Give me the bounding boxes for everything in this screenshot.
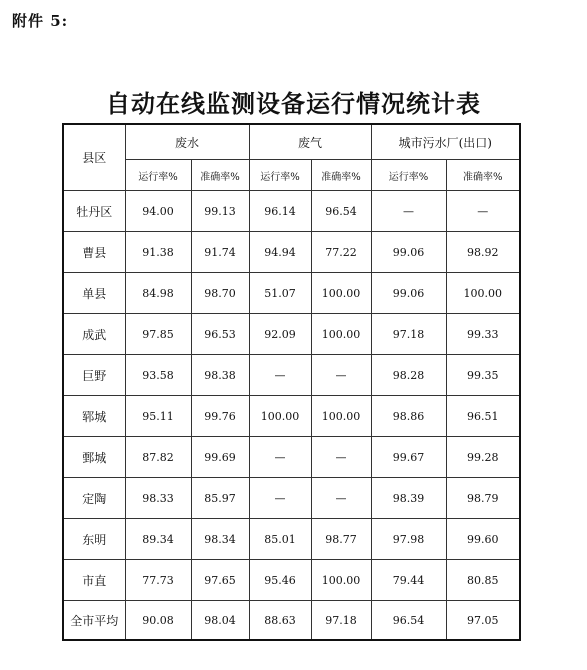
value-cell: 95.11 xyxy=(125,396,191,437)
value-cell: 98.86 xyxy=(371,396,446,437)
value-cell: 80.85 xyxy=(446,560,520,601)
value-cell: 90.08 xyxy=(125,601,191,641)
table-row xyxy=(63,314,520,355)
value-cell: 99.67 xyxy=(371,437,446,478)
table-row xyxy=(63,232,520,273)
value-cell: — xyxy=(249,478,311,519)
value-cell: 97.65 xyxy=(191,560,249,601)
value-cell: 77.22 xyxy=(311,232,371,273)
value-cell: 98.70 xyxy=(191,273,249,314)
value-cell: — xyxy=(249,355,311,396)
value-cell: 98.92 xyxy=(446,232,520,273)
value-cell: 97.18 xyxy=(371,314,446,355)
value-cell: 99.60 xyxy=(446,519,520,560)
sub-header-operation-rate: 运行率% xyxy=(371,160,446,191)
table-row xyxy=(63,437,520,478)
value-cell: 96.54 xyxy=(371,601,446,641)
value-cell: 87.82 xyxy=(125,437,191,478)
value-cell: 99.13 xyxy=(191,191,249,232)
page-title: 自动在线监测设备运行情况统计表 xyxy=(106,89,481,118)
value-cell: 98.79 xyxy=(446,478,520,519)
value-cell: 84.98 xyxy=(125,273,191,314)
value-cell: 98.28 xyxy=(371,355,446,396)
county-cell: 巨野 xyxy=(63,355,125,396)
statistics-table xyxy=(62,123,521,641)
value-cell: 97.05 xyxy=(446,601,520,641)
value-cell: 97.98 xyxy=(371,519,446,560)
group-header-wastewater: 废水 xyxy=(125,124,249,160)
value-cell: 99.28 xyxy=(446,437,520,478)
county-cell: 全市平均 xyxy=(63,601,125,641)
county-cell: 单县 xyxy=(63,273,125,314)
value-cell: 99.76 xyxy=(191,396,249,437)
value-cell: 98.33 xyxy=(125,478,191,519)
county-cell: 定陶 xyxy=(63,478,125,519)
value-cell: 88.63 xyxy=(249,601,311,641)
table-row xyxy=(63,560,520,601)
value-cell: 77.73 xyxy=(125,560,191,601)
value-cell: 91.74 xyxy=(191,232,249,273)
table-row xyxy=(63,273,520,314)
value-cell: 96.14 xyxy=(249,191,311,232)
value-cell: — xyxy=(311,437,371,478)
sub-header-operation-rate: 运行率% xyxy=(125,160,191,191)
value-cell: — xyxy=(311,478,371,519)
value-cell: 98.77 xyxy=(311,519,371,560)
sub-header-operation-rate: 运行率% xyxy=(249,160,311,191)
value-cell: 91.38 xyxy=(125,232,191,273)
value-cell: 51.07 xyxy=(249,273,311,314)
county-cell: 鄄城 xyxy=(63,437,125,478)
value-cell: — xyxy=(311,355,371,396)
value-cell: 85.01 xyxy=(249,519,311,560)
value-cell: 95.46 xyxy=(249,560,311,601)
value-cell: 93.58 xyxy=(125,355,191,396)
value-cell: 99.35 xyxy=(446,355,520,396)
county-cell: 郓城 xyxy=(63,396,125,437)
value-cell: 97.85 xyxy=(125,314,191,355)
value-cell: 100.00 xyxy=(311,273,371,314)
value-cell: 99.69 xyxy=(191,437,249,478)
value-cell: 100.00 xyxy=(446,273,520,314)
value-cell: 100.00 xyxy=(311,396,371,437)
value-cell: 99.06 xyxy=(371,232,446,273)
value-cell: 100.00 xyxy=(311,560,371,601)
value-cell: 97.18 xyxy=(311,601,371,641)
value-cell: 100.00 xyxy=(311,314,371,355)
value-cell: 96.53 xyxy=(191,314,249,355)
value-cell: 85.97 xyxy=(191,478,249,519)
value-cell: 98.39 xyxy=(371,478,446,519)
value-cell: 98.34 xyxy=(191,519,249,560)
group-header-exhaust-gas: 废气 xyxy=(249,124,371,160)
county-column-header: 县区 xyxy=(63,124,125,191)
header-row-groups xyxy=(63,124,520,160)
value-cell: 98.04 xyxy=(191,601,249,641)
value-cell: 79.44 xyxy=(371,560,446,601)
value-cell: 89.34 xyxy=(125,519,191,560)
value-cell: 96.54 xyxy=(311,191,371,232)
county-cell: 市直 xyxy=(63,560,125,601)
value-cell: 92.09 xyxy=(249,314,311,355)
header-row-metrics xyxy=(63,160,520,191)
county-cell: 东明 xyxy=(63,519,125,560)
county-cell: 牡丹区 xyxy=(63,191,125,232)
average-row xyxy=(63,601,520,641)
table-row xyxy=(63,478,520,519)
table-row xyxy=(63,355,520,396)
value-cell: 100.00 xyxy=(249,396,311,437)
table-row xyxy=(63,396,520,437)
value-cell: 98.38 xyxy=(191,355,249,396)
value-cell: 99.33 xyxy=(446,314,520,355)
attachment-label: 附件 5: xyxy=(12,12,69,30)
value-cell: — xyxy=(446,191,520,232)
value-cell: 99.06 xyxy=(371,273,446,314)
sub-header-accuracy-rate: 准确率% xyxy=(311,160,371,191)
table-row xyxy=(63,519,520,560)
value-cell: 94.94 xyxy=(249,232,311,273)
sub-header-accuracy-rate: 准确率% xyxy=(191,160,249,191)
table-row xyxy=(63,191,520,232)
county-cell: 曹县 xyxy=(63,232,125,273)
value-cell: — xyxy=(371,191,446,232)
value-cell: 96.51 xyxy=(446,396,520,437)
value-cell: 94.00 xyxy=(125,191,191,232)
value-cell: — xyxy=(249,437,311,478)
county-cell: 成武 xyxy=(63,314,125,355)
sub-header-accuracy-rate: 准确率% xyxy=(446,160,520,191)
group-header-sewage-plant: 城市污水厂(出口) xyxy=(371,124,520,160)
